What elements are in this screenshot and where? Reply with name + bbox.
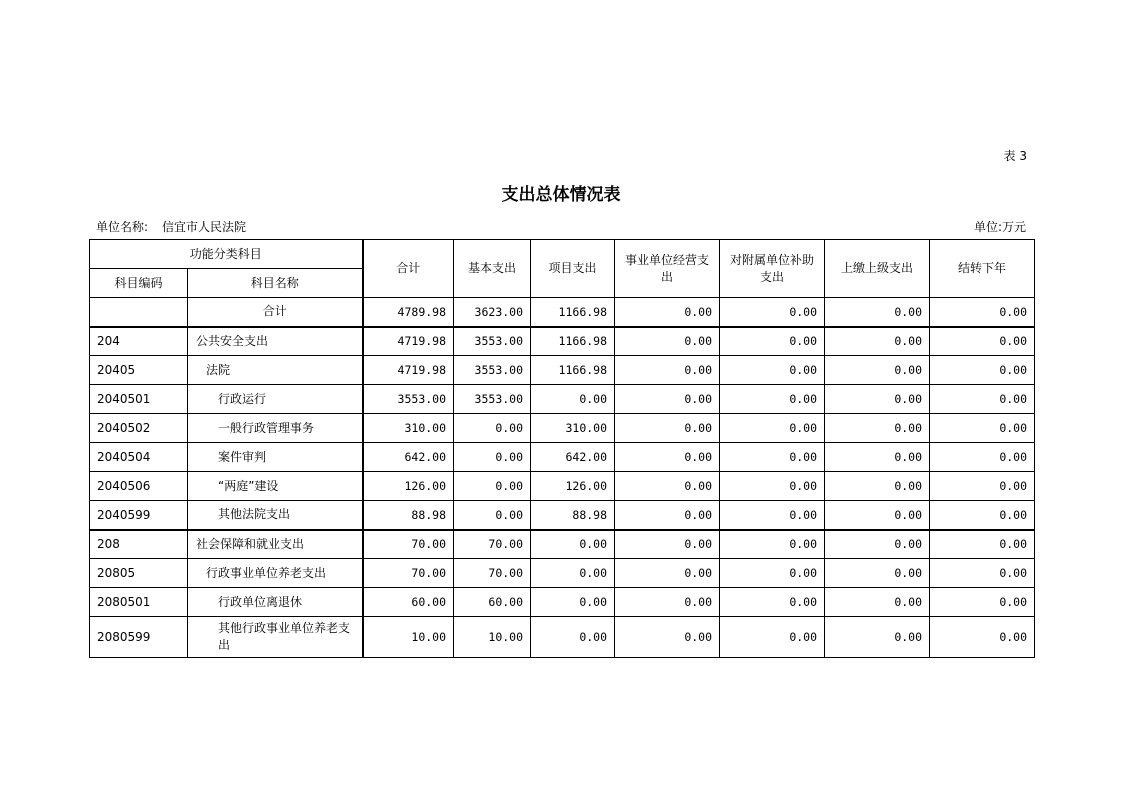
- row-name: “两庭”建设: [188, 472, 363, 501]
- row-carry: 0.00: [930, 385, 1035, 414]
- table-body: [90, 298, 1035, 658]
- row-project: 310.00: [531, 414, 615, 443]
- table-row: [90, 472, 1035, 501]
- row-basic: 3553.00: [454, 327, 531, 356]
- table-row: [90, 617, 1035, 658]
- money-unit: 单位:万元: [973, 220, 1026, 234]
- row-carry: 0.00: [930, 559, 1035, 588]
- unit-name-label: 单位名称:: [96, 220, 149, 234]
- header-carry: 结转下年: [930, 240, 1035, 298]
- row-project: 0.00: [531, 530, 615, 559]
- header-code: 科目编码: [90, 269, 188, 298]
- row-subsidy: 0.00: [720, 472, 825, 501]
- row-subsidy: 0.00: [720, 327, 825, 356]
- row-upper: 0.00: [825, 414, 930, 443]
- row-total: 4789.98: [363, 298, 454, 327]
- table-row: [90, 530, 1035, 559]
- row-code: 204: [90, 327, 188, 356]
- table-row: [90, 443, 1035, 472]
- header-basic: 基本支出: [454, 240, 531, 298]
- row-upper: 0.00: [825, 298, 930, 327]
- header-name: 科目名称: [188, 269, 363, 298]
- row-name: 行政单位离退休: [188, 588, 363, 617]
- row-project: 1166.98: [531, 327, 615, 356]
- row-project: 0.00: [531, 617, 615, 658]
- row-project: 126.00: [531, 472, 615, 501]
- row-name: 合计: [188, 298, 363, 327]
- row-business: 0.00: [615, 472, 720, 501]
- row-carry: 0.00: [930, 501, 1035, 530]
- row-code: 20805: [90, 559, 188, 588]
- table-row: [90, 501, 1035, 530]
- row-basic: 0.00: [454, 414, 531, 443]
- row-name: 一般行政管理事务: [188, 414, 363, 443]
- row-carry: 0.00: [930, 588, 1035, 617]
- row-basic: 3553.00: [454, 385, 531, 414]
- row-business: 0.00: [615, 443, 720, 472]
- row-business: 0.00: [615, 530, 720, 559]
- row-project: 88.98: [531, 501, 615, 530]
- row-code: 2040506: [90, 472, 188, 501]
- row-total: 126.00: [363, 472, 454, 501]
- row-total: 10.00: [363, 617, 454, 658]
- row-carry: 0.00: [930, 443, 1035, 472]
- row-subsidy: 0.00: [720, 530, 825, 559]
- row-upper: 0.00: [825, 617, 930, 658]
- row-name: 案件审判: [188, 443, 363, 472]
- row-subsidy: 0.00: [720, 443, 825, 472]
- row-project: 1166.98: [531, 356, 615, 385]
- row-upper: 0.00: [825, 327, 930, 356]
- row-name: 社会保障和就业支出: [188, 530, 363, 559]
- row-subsidy: 0.00: [720, 588, 825, 617]
- row-code: 2080599: [90, 617, 188, 658]
- row-name: 其他行政事业单位养老支出: [188, 617, 363, 658]
- row-total: 4719.98: [363, 327, 454, 356]
- row-subsidy: 0.00: [720, 298, 825, 327]
- row-basic: 10.00: [454, 617, 531, 658]
- row-business: 0.00: [615, 617, 720, 658]
- row-project: 0.00: [531, 385, 615, 414]
- row-total: 4719.98: [363, 356, 454, 385]
- header-business: 事业单位经营支出: [615, 240, 720, 298]
- header-project: 项目支出: [531, 240, 615, 298]
- row-business: 0.00: [615, 501, 720, 530]
- table-row: [90, 385, 1035, 414]
- header-function-group: 功能分类科目: [90, 240, 363, 269]
- table-row: [90, 588, 1035, 617]
- table-row: [90, 414, 1035, 443]
- row-project: 1166.98: [531, 298, 615, 327]
- row-business: 0.00: [615, 327, 720, 356]
- table-number: 表 3: [1003, 149, 1027, 163]
- row-carry: 0.00: [930, 414, 1035, 443]
- row-basic: 3553.00: [454, 356, 531, 385]
- row-subsidy: 0.00: [720, 414, 825, 443]
- header-total: 合计: [363, 240, 454, 298]
- row-code: 20405: [90, 356, 188, 385]
- row-carry: 0.00: [930, 617, 1035, 658]
- unit-name-value: 信宜市人民法院: [162, 220, 247, 234]
- row-basic: 0.00: [454, 472, 531, 501]
- row-subsidy: 0.00: [720, 501, 825, 530]
- row-total: 642.00: [363, 443, 454, 472]
- row-project: 0.00: [531, 559, 615, 588]
- header-upper: 上缴上级支出: [825, 240, 930, 298]
- table-row: [90, 356, 1035, 385]
- row-carry: 0.00: [930, 356, 1035, 385]
- table-row: [90, 559, 1035, 588]
- row-upper: 0.00: [825, 443, 930, 472]
- row-code: 2080501: [90, 588, 188, 617]
- row-carry: 0.00: [930, 327, 1035, 356]
- row-basic: 0.00: [454, 443, 531, 472]
- row-name: 行政运行: [188, 385, 363, 414]
- unit-name-line: [96, 218, 246, 235]
- row-upper: 0.00: [825, 356, 930, 385]
- row-subsidy: 0.00: [720, 385, 825, 414]
- row-upper: 0.00: [825, 559, 930, 588]
- row-upper: 0.00: [825, 588, 930, 617]
- row-total: 3553.00: [363, 385, 454, 414]
- row-upper: 0.00: [825, 501, 930, 530]
- row-code: 2040501: [90, 385, 188, 414]
- row-total: 88.98: [363, 501, 454, 530]
- row-basic: 3623.00: [454, 298, 531, 327]
- row-business: 0.00: [615, 588, 720, 617]
- row-code: 2040504: [90, 443, 188, 472]
- row-total: 70.00: [363, 530, 454, 559]
- row-basic: 70.00: [454, 530, 531, 559]
- row-upper: 0.00: [825, 530, 930, 559]
- row-business: 0.00: [615, 414, 720, 443]
- row-total: 70.00: [363, 559, 454, 588]
- row-project: 642.00: [531, 443, 615, 472]
- row-total: 60.00: [363, 588, 454, 617]
- row-business: 0.00: [615, 559, 720, 588]
- row-carry: 0.00: [930, 298, 1035, 327]
- row-basic: 70.00: [454, 559, 531, 588]
- expenditure-table: [89, 239, 1035, 658]
- row-name: 法院: [188, 356, 363, 385]
- row-total: 310.00: [363, 414, 454, 443]
- row-subsidy: 0.00: [720, 617, 825, 658]
- row-upper: 0.00: [825, 472, 930, 501]
- page-title: 支出总体情况表: [501, 185, 621, 205]
- row-name: 行政事业单位养老支出: [188, 559, 363, 588]
- row-name: 其他法院支出: [188, 501, 363, 530]
- header-subsidy: 对附属单位补助支出: [720, 240, 825, 298]
- row-basic: 60.00: [454, 588, 531, 617]
- row-name: 公共安全支出: [188, 327, 363, 356]
- row-subsidy: 0.00: [720, 356, 825, 385]
- row-carry: 0.00: [930, 472, 1035, 501]
- row-code: [90, 298, 188, 327]
- table-row: [90, 327, 1035, 356]
- row-project: 0.00: [531, 588, 615, 617]
- row-code: 208: [90, 530, 188, 559]
- row-basic: 0.00: [454, 501, 531, 530]
- row-upper: 0.00: [825, 385, 930, 414]
- row-code: 2040502: [90, 414, 188, 443]
- table-row: [90, 298, 1035, 327]
- row-code: 2040599: [90, 501, 188, 530]
- row-subsidy: 0.00: [720, 559, 825, 588]
- row-carry: 0.00: [930, 530, 1035, 559]
- row-business: 0.00: [615, 356, 720, 385]
- row-business: 0.00: [615, 298, 720, 327]
- row-business: 0.00: [615, 385, 720, 414]
